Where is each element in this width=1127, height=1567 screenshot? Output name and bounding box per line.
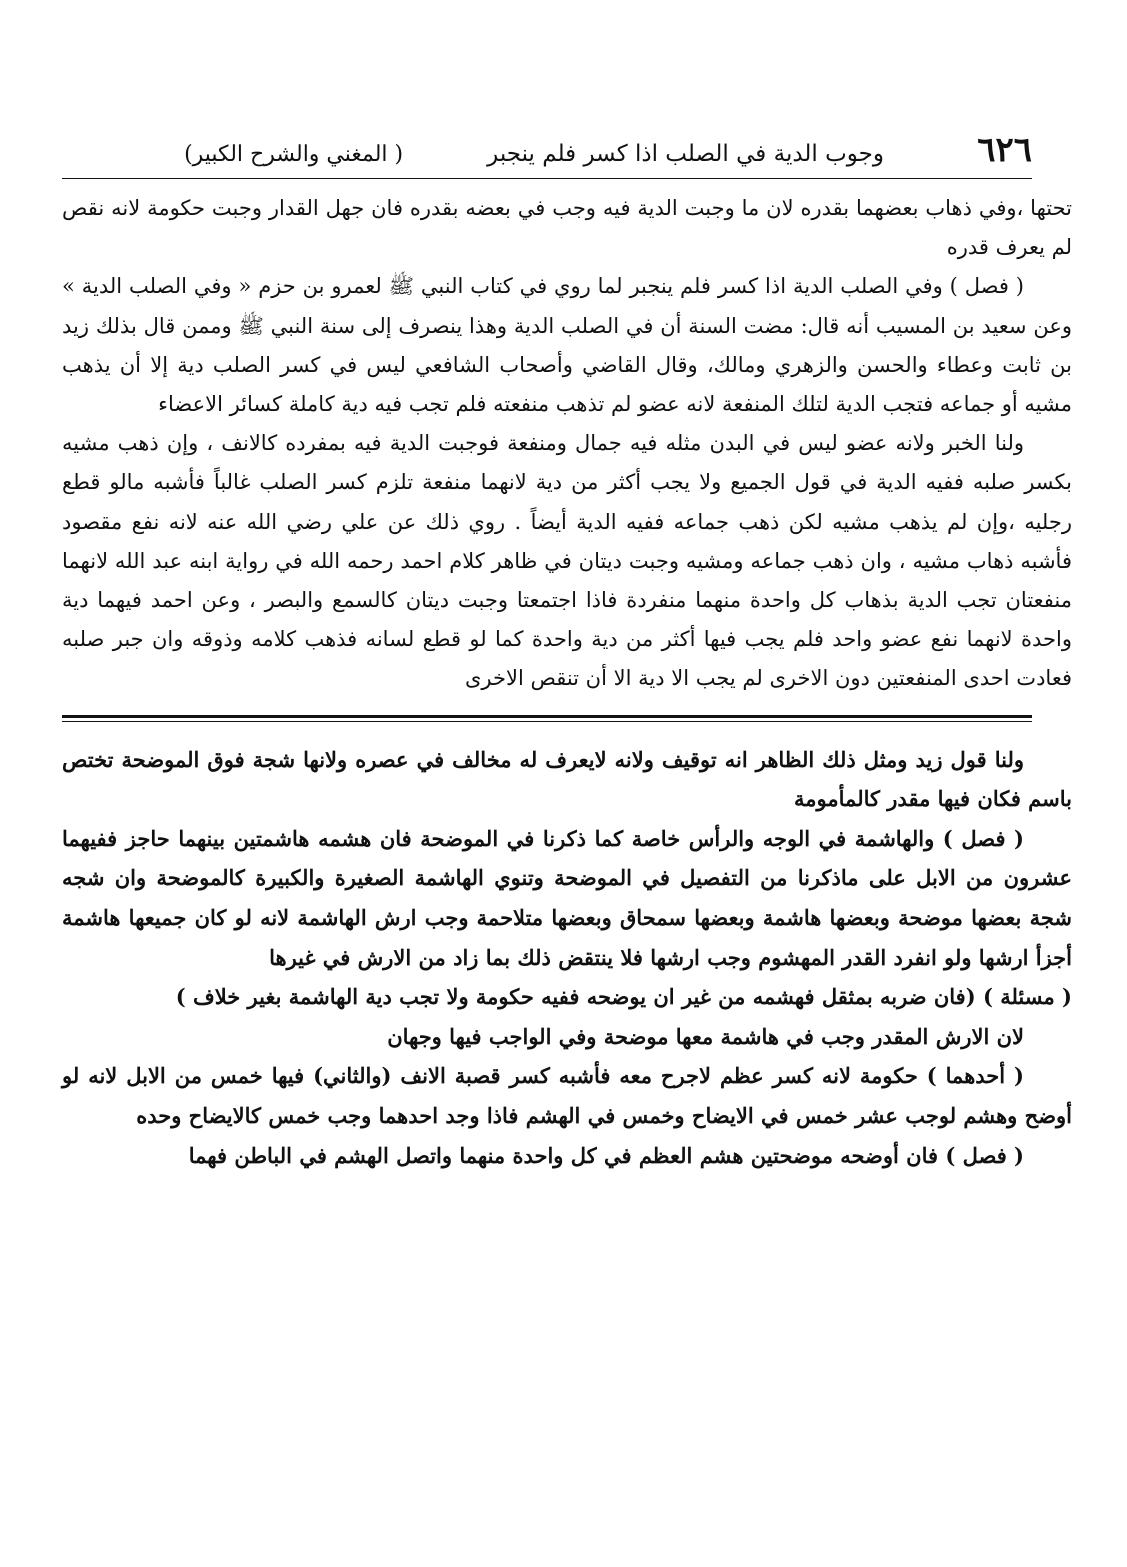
paragraph: تحتها ،وفي ذهاب بعضهما بقدره لان ما وجبت الدية فيه وجب في بعضه بقدره فان جهل القدار وجبت حكومة لانه نقص لم يعرف قدره	[62, 196, 1072, 260]
paragraph: ( مسئلة ) (فان ضربه بمثقل فهشمه من غير ان يوضحه ففيه حكومة ولا تجب دية الهاشمة بغير خلاف )	[175, 984, 1072, 1010]
paragraph: ولنا قول زيد ومثل ذلك الظاهر انه توقيف ولانه لايعرف له مخالف في عصره ولانها شجة فوق الموضحة تختص باسم فكان فيها مقدر كالمأمومة	[62, 746, 1072, 812]
paragraph: ولنا الخبر ولانه عضو ليس في البدن مثله فيه جمال ومنفعة فوجبت الدية فيه بمفرده كالانف ، وإن ذهب مشيه بكسر صلبه ففيه الدية في قول الجميع ولا يجب أكثر من دية لانهما منفعة تلزم كسر الصلب غالباً فأشبه مالو قطع رجليه ،وإن لم يذهب مشيه لكن ذهب جماعه ففيه الدية أيضاً . روي ذلك عن علي رضي الله عنه لانه نفع مقصود فأشبه ذهاب مشيه ، وان ذهب جماعه ومشيه وجبت ديتان في ظاهر كلام احمد رحمه الله في رواية ابنه عبد الله لانهما منفعتان تجب الدية بذهاب كل واحدة منهما منفردة فاذا اجتمعتا وجبت ديتان كالسمع والبصر ، وعن احمد فيهما دية واحدة لانهما نفع عضو واحد فلم يجب فيها أكثر من دية واحدة كما لو قطع لسانه فذهب كلامه وذوقه وان جبر صلبه فعادت احدى المنفعتين دون الاخرى لم يجب الا دية الا أن تنقص الاخرى	[62, 431, 1072, 691]
paragraph: ( فصل ) والهاشمة في الوجه والرأس خاصة كما ذكرنا في الموضحة فان هشمه هاشمتين بينهما حاجز ففيهما عشرون من الابل على ماذكرنا من التفصيل في الموضحة وتنوي الهاشمة الصغيرة والكبيرة كالموضحة وان شجه شجة بعضها موضحة وبعضها هاشمة وبعضها سمحاق وبعضها متلاحمة وجب ارش الهاشمة لانه لو كان جميعها هاشمة أجزأ ارشها ولو انفرد القدر المهشوم وجب ارشها فلا ينتقض ذلك بما زاد من الارش في غيرها	[62, 825, 1072, 970]
page-header	[62, 128, 1032, 179]
commentary-text	[62, 189, 1072, 699]
running-title: وجوب الدية في الصلب اذا كسر فلم ينجبر	[487, 141, 884, 167]
book-page	[62, 128, 1072, 1175]
paragraph: لان الارش المقدر وجب في هاشمة معها موضحة وفي الواجب فيها وجهان	[387, 1023, 1024, 1049]
sharh-text	[62, 740, 1072, 1176]
paragraph: ( أحدهما ) حكومة لانه كسر عظم لاجرح معه فأشبه كسر قصبة الانف (والثاني) فيها خمس من الابل لانه لو أوضح وهشم لوجب عشر خمس في الايضاح وخمس في الهشم فاذا وجد احدهما وجب خمس كالايضاح وحده	[62, 1063, 1072, 1128]
book-title: ( المغني والشرح الكبير)	[184, 142, 404, 167]
page-number: ٦٢٦	[977, 130, 1032, 170]
section-divider	[62, 715, 1032, 722]
paragraph: ( فصل ) وفي الصلب الدية اذا كسر فلم ينجبر لما روي في كتاب النبي ﷺ لعمرو بن حزم « وفي الصلب الدية » وعن سعيد بن المسيب أنه قال: مضت السنة أن في الصلب الدية وهذا ينصرف إلى سنة النبي ﷺ وممن قال بذلك زيد بن ثابت وعطاء والحسن والزهري ومالك، وقال القاضي وأصحاب الشافعي ليس في كسر الصلب دية إلا أن يذهب مشيه أو جماعه فتجب الدية لتلك المنفعة لانه عضو لم تذهب منفعته فلم تجب فيه دية كاملة كسائر الاعضاء	[62, 274, 1072, 417]
paragraph: ( فصل ) فان أوضحه موضحتين هشم العظم في كل واحدة منهما واتصل الهشم في الباطن فهما	[188, 1142, 1024, 1168]
